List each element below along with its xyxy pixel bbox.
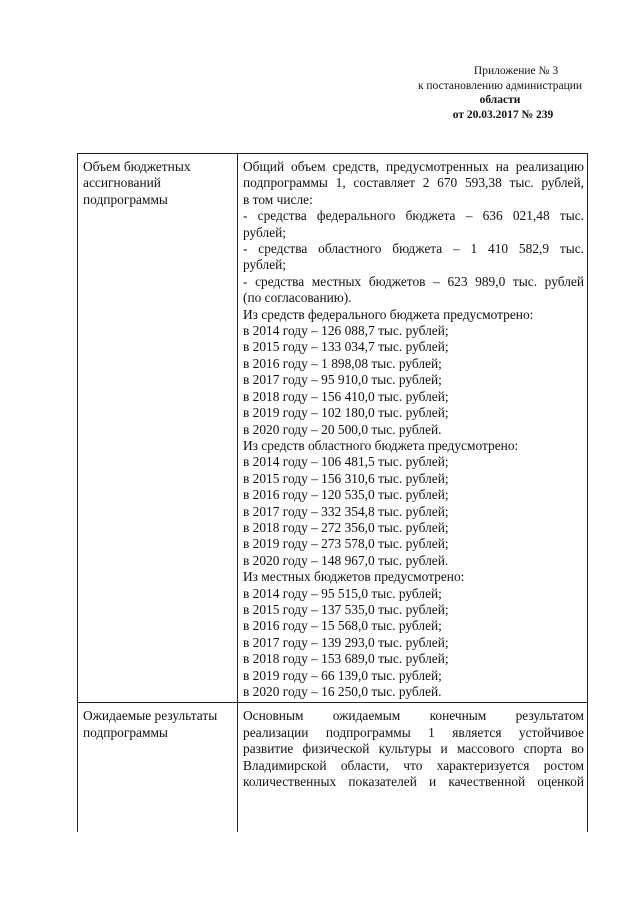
text-line: подпрограммы 1, составляет 2 670 593,38 тыс. рублей,	[243, 175, 584, 191]
text-line: в 2014 году – 106 481,5 тыс. рублей;	[243, 454, 449, 470]
text-line: рублей;	[243, 224, 287, 240]
text-line: Общий объем средств, предусмотренных на реализацию	[243, 159, 584, 174]
text-line: в 2015 году – 137 535,0 тыс. рублей;	[243, 601, 449, 617]
text-line: в 2019 году – 66 139,0 тыс. рублей;	[243, 667, 442, 683]
text-line: в 2017 году – 139 293,0 тыс. рублей;	[243, 634, 449, 650]
text-line: реализации подпрограммы 1 является устойчивое	[243, 724, 584, 740]
text-line: рублей;	[243, 257, 287, 273]
expected-results-label: Ожидаемые результаты подпрограммы	[78, 703, 238, 833]
budget-allocation-value	[238, 154, 588, 703]
text-line: в 2014 году – 126 088,7 тыс. рублей;	[243, 323, 449, 339]
text-line: в 2014 году – 95 515,0 тыс. рублей;	[243, 585, 442, 601]
text-line: в 2017 году – 95 910,0 тыс. рублей;	[243, 372, 442, 388]
text-line: в том числе:	[243, 191, 313, 207]
text-line: в 2016 году – 15 568,0 тыс. рублей;	[243, 618, 442, 634]
text-line: в 2018 году – 156 410,0 тыс. рублей;	[243, 388, 449, 404]
text-line: в 2020 году – 148 967,0 тыс. рублей.	[243, 552, 449, 568]
text-line: в 2020 году – 20 500,0 тыс. рублей.	[243, 421, 442, 437]
resolution-authority: области	[479, 94, 521, 106]
text-line: - средства местных бюджетов – 623 989,0 тыс. рублей	[243, 273, 584, 289]
text-line: - средства областного бюджета – 1 410 582,9 тыс.	[243, 241, 584, 257]
text-line: - средства федерального бюджета – 636 021,48 тыс.	[243, 208, 584, 224]
resolution-reference: к постановлению администрации	[417, 79, 583, 92]
text-line: Из местных бюджетов предусмотрено:	[243, 569, 465, 585]
text-line: в 2019 году – 273 578,0 тыс. рублей;	[243, 536, 449, 552]
text-line: количественных показателей и качественной оценкой	[243, 774, 584, 790]
text-line: Основным ожидаемым конечным результатом	[243, 708, 584, 724]
text-line: в 2019 году – 102 180,0 тыс. рублей;	[243, 405, 449, 421]
text-line: Владимирской области, что характеризуется ростом	[243, 757, 584, 773]
text-line: в 2018 году – 272 356,0 тыс. рублей;	[243, 519, 449, 535]
text-line: в 2017 году – 332 354,8 тыс. рублей;	[243, 503, 449, 519]
subprogram-passport-table	[77, 153, 588, 832]
table-row	[78, 703, 588, 833]
expected-results-value	[238, 703, 588, 833]
text-line: Из средств областного бюджета предусмотрено:	[243, 437, 519, 453]
text-line: в 2016 году – 1 898,08 тыс. рублей;	[243, 355, 442, 371]
table-row	[78, 154, 588, 703]
resolution-date-number: от 20.03.2017 № 239	[452, 108, 554, 121]
text-line: в 2018 году – 153 689,0 тыс. рублей;	[243, 651, 449, 667]
text-line: (по согласованию).	[243, 290, 352, 306]
text-line: в 2016 году – 120 535,0 тыс. рублей;	[243, 487, 449, 503]
text-line: развитие физической культуры и массового спорта во	[243, 741, 584, 757]
appendix-number: Приложение № 3	[473, 65, 559, 77]
budget-allocation-label: Объем бюджетных ассигнований подпрограммы	[78, 154, 238, 703]
text-line: Из средств федерального бюджета предусмотрено:	[243, 306, 534, 322]
text-line: в 2020 году – 16 250,0 тыс. рублей.	[243, 684, 442, 699]
text-line: в 2015 году – 133 034,7 тыс. рублей;	[243, 339, 449, 355]
text-line: в 2015 году – 156 310,6 тыс. рублей;	[243, 470, 449, 486]
document-header	[400, 64, 600, 122]
